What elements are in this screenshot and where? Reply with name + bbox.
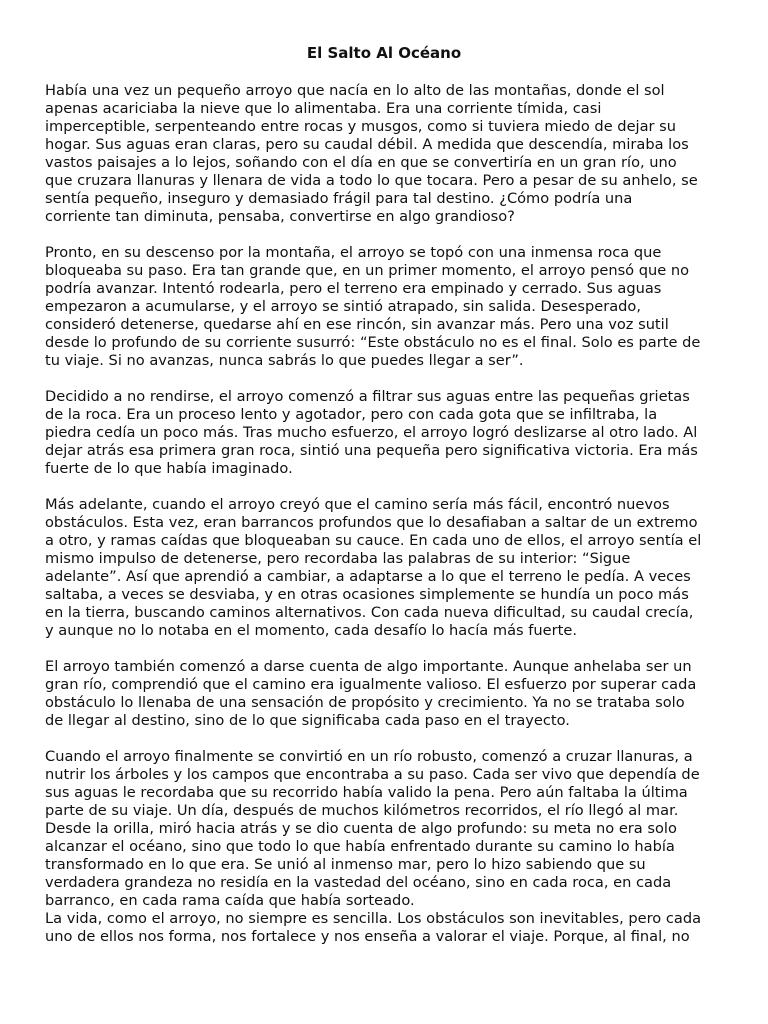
text-line: verdadera grandeza no residía en la vastedad del océano, sino en cada roca, en cada bbox=[45, 874, 672, 891]
text-line: imperceptible, serpenteando entre rocas y musgos, como si tuviera miedo de dejar su bbox=[45, 118, 677, 135]
paragraph bbox=[45, 910, 725, 946]
text-line: y aunque no lo notaba en el momento, cada desafío lo hacía más fuerte. bbox=[45, 622, 577, 639]
text-line: apenas acariciaba la nieve que lo alimentaba. Era una corriente tímida, casi bbox=[45, 100, 602, 117]
text-line: gran río, comprendió que el camino era igualmente valioso. El esfuerzo por superar cada bbox=[45, 676, 697, 693]
text-line: hogar. Sus aguas eran claras, pero su caudal débil. A medida que descendía, miraba los bbox=[45, 136, 689, 153]
text-line: de la roca. Era un proceso lento y agotador, pero con cada gota que se infiltraba, la bbox=[45, 406, 658, 423]
text-line: a otro, y ramas caídas que bloqueaban su cauce. En cada uno de ellos, el arroyo sentía el bbox=[45, 532, 702, 549]
text-line: Más adelante, cuando el arroyo creyó que el camino sería más fácil, encontró nuevos bbox=[45, 496, 670, 513]
text-line: saltaba, a veces se desviaba, y en otras ocasiones simplemente se hundía un poco más bbox=[45, 586, 689, 603]
text-line: parte de su viaje. Un día, después de muchos kilómetros recorridos, el río llegó al mar. bbox=[45, 802, 679, 819]
text-line: sentía pequeño, inseguro y demasiado frágil para tal destino. ¿Cómo podría una bbox=[45, 190, 633, 207]
text-line: La vida, como el arroyo, no siempre es sencilla. Los obstáculos son inevitables, pero cada bbox=[45, 910, 702, 927]
text-line: vastos paisajes a lo lejos, soñando con el día en que se convertiría en un gran río, uno bbox=[45, 154, 677, 171]
text-line: en la tierra, buscando caminos alternativos. Con cada nueva dificultad, su caudal crecía, bbox=[45, 604, 694, 621]
text-line: obstáculo lo llenaba de una sensación de propósito y crecimiento. Ya no se trataba solo bbox=[45, 694, 685, 711]
text-line: fuerte de lo que había imaginado. bbox=[45, 460, 293, 477]
text-line: bloqueaba su paso. Era tan grande que, en un primer momento, el arroyo pensó que no bbox=[45, 262, 690, 279]
text-line: barranco, en cada rama caída que había sorteado. bbox=[45, 892, 415, 909]
text-line: podría avanzar. Intentó rodearla, pero el terreno era empinado y cerrado. Sus aguas bbox=[45, 280, 662, 297]
text-line: transformado en lo que era. Se unió al inmenso mar, pero lo hizo sabiendo que su bbox=[45, 856, 646, 873]
text-line: adelante”. Así que aprendió a cambiar, a adaptarse a lo que el terreno le pedía. A veces bbox=[45, 568, 691, 585]
paragraph bbox=[45, 658, 725, 730]
text-line: Desde la orilla, miró hacia atrás y se dio cuenta de algo profundo: su meta no era solo bbox=[45, 820, 677, 837]
text-line: desde lo profundo de su corriente susurró: “Este obstáculo no es el final. Solo es parte de bbox=[45, 334, 701, 351]
text-line: empezaron a acumularse, y el arroyo se sintió atrapado, sin salida. Desesperado, bbox=[45, 298, 641, 315]
text-line: piedra cedía un poco más. Tras mucho esfuerzo, el arroyo logró deslizarse al otro lado. Al bbox=[45, 424, 698, 441]
paragraph bbox=[45, 496, 725, 640]
document-title: El Salto Al Océano bbox=[306, 44, 462, 62]
text-line: tu viaje. Si no avanzas, nunca sabrás lo que puedes llegar a ser”. bbox=[45, 352, 524, 369]
text-line: sus aguas le recordaba que su recorrido había valido la pena. Pero aún faltaba la última bbox=[45, 784, 688, 801]
text-line: dejar atrás esa primera gran roca, sintió una pequeña pero significativa victoria. Era más bbox=[45, 442, 698, 459]
text-line: Había una vez un pequeño arroyo que nacía en lo alto de las montañas, donde el sol bbox=[45, 82, 665, 99]
text-line: Cuando el arroyo finalmente se convirtió en un río robusto, comenzó a cruzar llanuras, a bbox=[45, 748, 693, 765]
paragraph-spacer bbox=[45, 226, 725, 244]
paragraph-spacer bbox=[45, 640, 725, 658]
text-line: nutrir los árboles y los campos que encontraba a su paso. Cada ser vivo que dependía de bbox=[45, 766, 700, 783]
text-line: Decidido a no rendirse, el arroyo comenzó a filtrar sus aguas entre las pequeñas grietas bbox=[45, 388, 690, 405]
paragraph bbox=[45, 82, 725, 226]
text-line: El arroyo también comenzó a darse cuenta de algo importante. Aunque anhelaba ser un bbox=[45, 658, 692, 675]
paragraph bbox=[45, 244, 725, 370]
paragraph bbox=[45, 388, 725, 478]
text-line: mismo impulso de detenerse, pero recordaba las palabras de su interior: “Sigue bbox=[45, 550, 631, 567]
text-line: que cruzara llanuras y llenara de vida a todo lo que tocara. Pero a pesar de su anhelo, se bbox=[45, 172, 698, 189]
document-body bbox=[45, 82, 725, 946]
text-line: Pronto, en su descenso por la montaña, el arroyo se topó con una inmensa roca que bbox=[45, 244, 662, 261]
text-line: consideró detenerse, quedarse ahí en ese rincón, sin avanzar más. Pero una voz sutil bbox=[45, 316, 669, 333]
text-line: obstáculos. Esta vez, eran barrancos profundos que lo desafiaban a saltar de un extremo bbox=[45, 514, 698, 531]
text-line: de llegar al destino, sino de lo que significaba cada paso en el trayecto. bbox=[45, 712, 570, 729]
paragraph-spacer bbox=[45, 370, 725, 388]
paragraph-spacer bbox=[45, 730, 725, 748]
text-line: alcanzar el océano, sino que todo lo que había enfrentado durante su camino lo había bbox=[45, 838, 675, 855]
text-line: uno de ellos nos forma, nos fortalece y nos enseña a valorar el viaje. Porque, al final, no bbox=[45, 928, 690, 945]
text-line: corriente tan diminuta, pensaba, convertirse en algo grandioso? bbox=[45, 208, 515, 225]
paragraph-spacer bbox=[45, 478, 725, 496]
paragraph bbox=[45, 748, 725, 910]
